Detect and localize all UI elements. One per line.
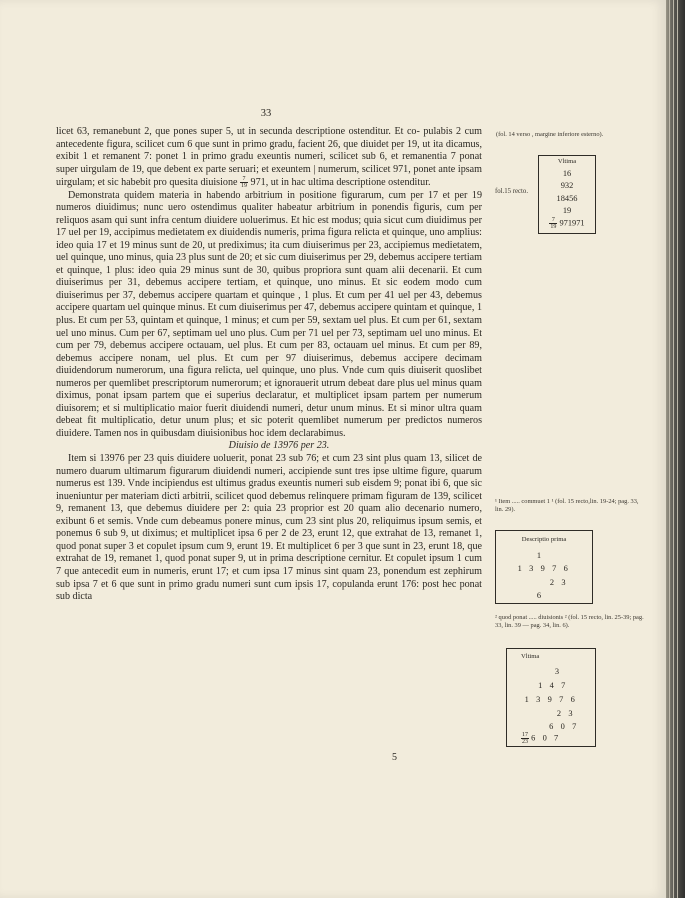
- box-row: 2 3: [549, 578, 569, 587]
- box-final-row: [507, 732, 595, 745]
- box-row: 1 3 9 7 6: [517, 564, 571, 573]
- box-row: 16: [562, 169, 572, 178]
- box-row: 2 3: [556, 709, 576, 718]
- box-header: Descriptio prima: [521, 536, 567, 543]
- page-number-bottom: 5: [392, 752, 397, 763]
- margin-note-2: ¹ Item ..... commuet 1 ¹ (fol. 15 recto,lin. 19-24; pag. 33, lin. 29).: [495, 498, 639, 513]
- computation-box-ultima-2: [506, 648, 596, 747]
- side-label-recto: fol.15 recto.: [495, 188, 529, 195]
- line: licet 63, remanebunt 2, que pones super 5, ut in secunda descriptione ostenditur. Et co-: [56, 126, 420, 137]
- main-text: [56, 126, 482, 604]
- line: numeri, scilicet sub 6, et remanentia 7 ponat super uirgulam de 19, que debent ex parte: [56, 151, 482, 175]
- box-row: 1 3 9 7 6: [524, 695, 578, 704]
- computation-box-descriptio-prima: [495, 530, 593, 604]
- box-row: 1 4 7: [538, 681, 568, 690]
- box-row: 3: [554, 667, 560, 676]
- section-heading: Diuisio de 13976 per 23.: [228, 440, 330, 452]
- line: seruari; et exeuntem | numerum, scilicet 971, ponet ante ipsam uirgulam; et sic habebit: [56, 163, 483, 188]
- box-row: 932: [560, 181, 574, 190]
- box-header: Vltima: [521, 653, 540, 660]
- line: 971, ut in hac ultima descriptione ostenditur.: [250, 177, 431, 188]
- margin-note-3: ² quod ponat ..... diuisionis ² (fol. 15 recto, lin. 25-39; pag. 33, lin. 39 — pag. 34, lin. 6).: [495, 614, 644, 629]
- fraction: $\frac{7}{19}$: [241, 176, 248, 190]
- box-row: 6: [536, 591, 542, 600]
- box-row: 1: [536, 551, 542, 560]
- fraction: $\frac{17}{23}$: [522, 732, 528, 745]
- box-header: Vltima: [557, 158, 577, 165]
- box-final-value: 971971: [559, 218, 585, 228]
- line: pro quesita diuisione: [153, 177, 238, 188]
- box-row: 18456: [556, 194, 578, 203]
- paragraph-1: [56, 126, 482, 190]
- margin-note-1: (fol. 14 verso , margine inferiore esterno).: [496, 131, 604, 138]
- paragraph-3: Item si 13976 per 23 quis diuidere uoluerit, ponat 23 sub 76; et cum 23 sint plus quam 13, silicet de numero duarum ultimarum figurarum diuidendi numeri, accipiende sunt tres ipse ultime figure, quarum numerus est 139. Vnde incipiendus est ultimus gradus exeuntis numeri sub eisdem 9; ponat ibi 6, que sic inueniuntur per materiam dicti arbitrii, scilicet quod debemus relinquere primam figuram de 139, scilicet 9, remanent 13, que debemus diuidere per 2: quia 23 proprior est 20 quam alio decenario numero, exibunt 6 et semis. Vnde cum debeamus ponere minus, cum 23 sint plus 20, reliquimus ipsum semis, et ponemus 6 sub 9, ut diximus; et multiplicet ipsa 6 per 2 de 23, erunt 12, que extrahat de 13, remanet 1, quod ponat super 3 et copulet ipsum cum 9, erunt 19. Et multiplicet 6 per 3 que sunt in 23, erunt 18, que extrahat de 19, remanet 1, quod ponat super 9, ut in prima descriptione cernitur. Et copulet ipsum 1 cum 7 que antecedit eum in numeris, erunt 17; et cum ipsa 17 minus sint quam 23, ponendum est zephirum sub ipsa 7 et 6 que sunt in primo gradu numeri sunt cum ipsis 17, copulanda erunt 176: post hec ponat sub dicta: [56, 453, 482, 603]
- book-page-edges: [666, 0, 685, 898]
- box-row: 19: [562, 206, 572, 215]
- box-final-value: 6 0 7: [531, 733, 561, 743]
- fraction: $\frac{7}{19}$: [550, 217, 557, 230]
- line: pulabis 2 cum antecedente figura, scilicet cum 6 que sunt in primo gradu, facient 26,: [56, 126, 482, 150]
- paragraph-2: Demonstrata quidem materia in habendo arbitrium in positione figurarum, cum per 17 et per 19 numeros diuidimus; nunc uero ostendimus qualiter habeatur arbitrium in ponendis figuris, cum per reliquos asam qui sunt infra centum diuidere uoluerimus. Et hic est modus; quia sicut cum diuidimus per 17 uel per 19, accipimus medietatem ex diuidendis numeris, prima figura relicta et quinque, uno amplius: ideo quia 17 et 19 minus sunt de 20, ut prediximus; ita cum diuiserimus per 23, accipiemus medietatem, uel quinque, uno minus, quia 23 plus sunt de 20; et sic cum diuiserimus per 29, debemus accipere tertiam et quinque, 1 plus: ideo quia 29 minus sunt de 30, quibus propriora sunt quam alii decenarii. Et cum diuiserimus per 31, debemus accipere tertiam, et quinque, uno minus. Et sic eodem modo cum diuiserimus per 37, debemus accipere quartam et quinque , 1 plus. Et cum per 41 uel per 43, debemus accipere quartam uel quinque minus. Et cum diuiserimus per 47, debemus accipere quintam et quinque, 1 plus. Et cum per 53, quintam et quinque, 1 minus; et cum per 59, sextam uel plus. Et cum per 61, sextam uel uno minus. Cum per 67, septimam uel uno plus. Cum per 71 uel per 73, septimam uel uno minus. Et cum per 79, debemus accipere octauam, uel plus. Et cum per 83, octauam uel minus. Et cum per 89, debemus accipere nonam, uel plus. Et cum per 97 diuiserimus, debemus accipere decimam diuidendorum numerorum, una figura relicta, uel quinque, uno plus. Vnde cum quis diuiserit quoslibet numeros per quemlibet prescriptorum numerorum; et ignorauerit utrum debeat dare plus uel minus quam diximus, ponat ipsam partem que ei superius declaratur, et multiplicet ipsam partem per numerum diuisorem; et si multiplicatio maior fuerit diuidendi numeri, detur unum minus. Et si minor ultra quam debeat fit multiplicatio, detur unum plus; et sic poterit quemlibet numerum per predictos numeros diuidere. Tamen nos in quibusdam diuisionibus hoc idem declarabimus.: [56, 189, 482, 439]
- box-row: 6 0 7: [549, 722, 579, 731]
- line: que diuidet per 19, ut ita dicamus, exibit 1 et remanent 7: ponet 1 in primo gradu exeuntis: [56, 138, 483, 163]
- box-final-row: [539, 217, 595, 230]
- computation-box-ultima-1: [538, 155, 596, 234]
- page-number-top: 33: [260, 108, 272, 119]
